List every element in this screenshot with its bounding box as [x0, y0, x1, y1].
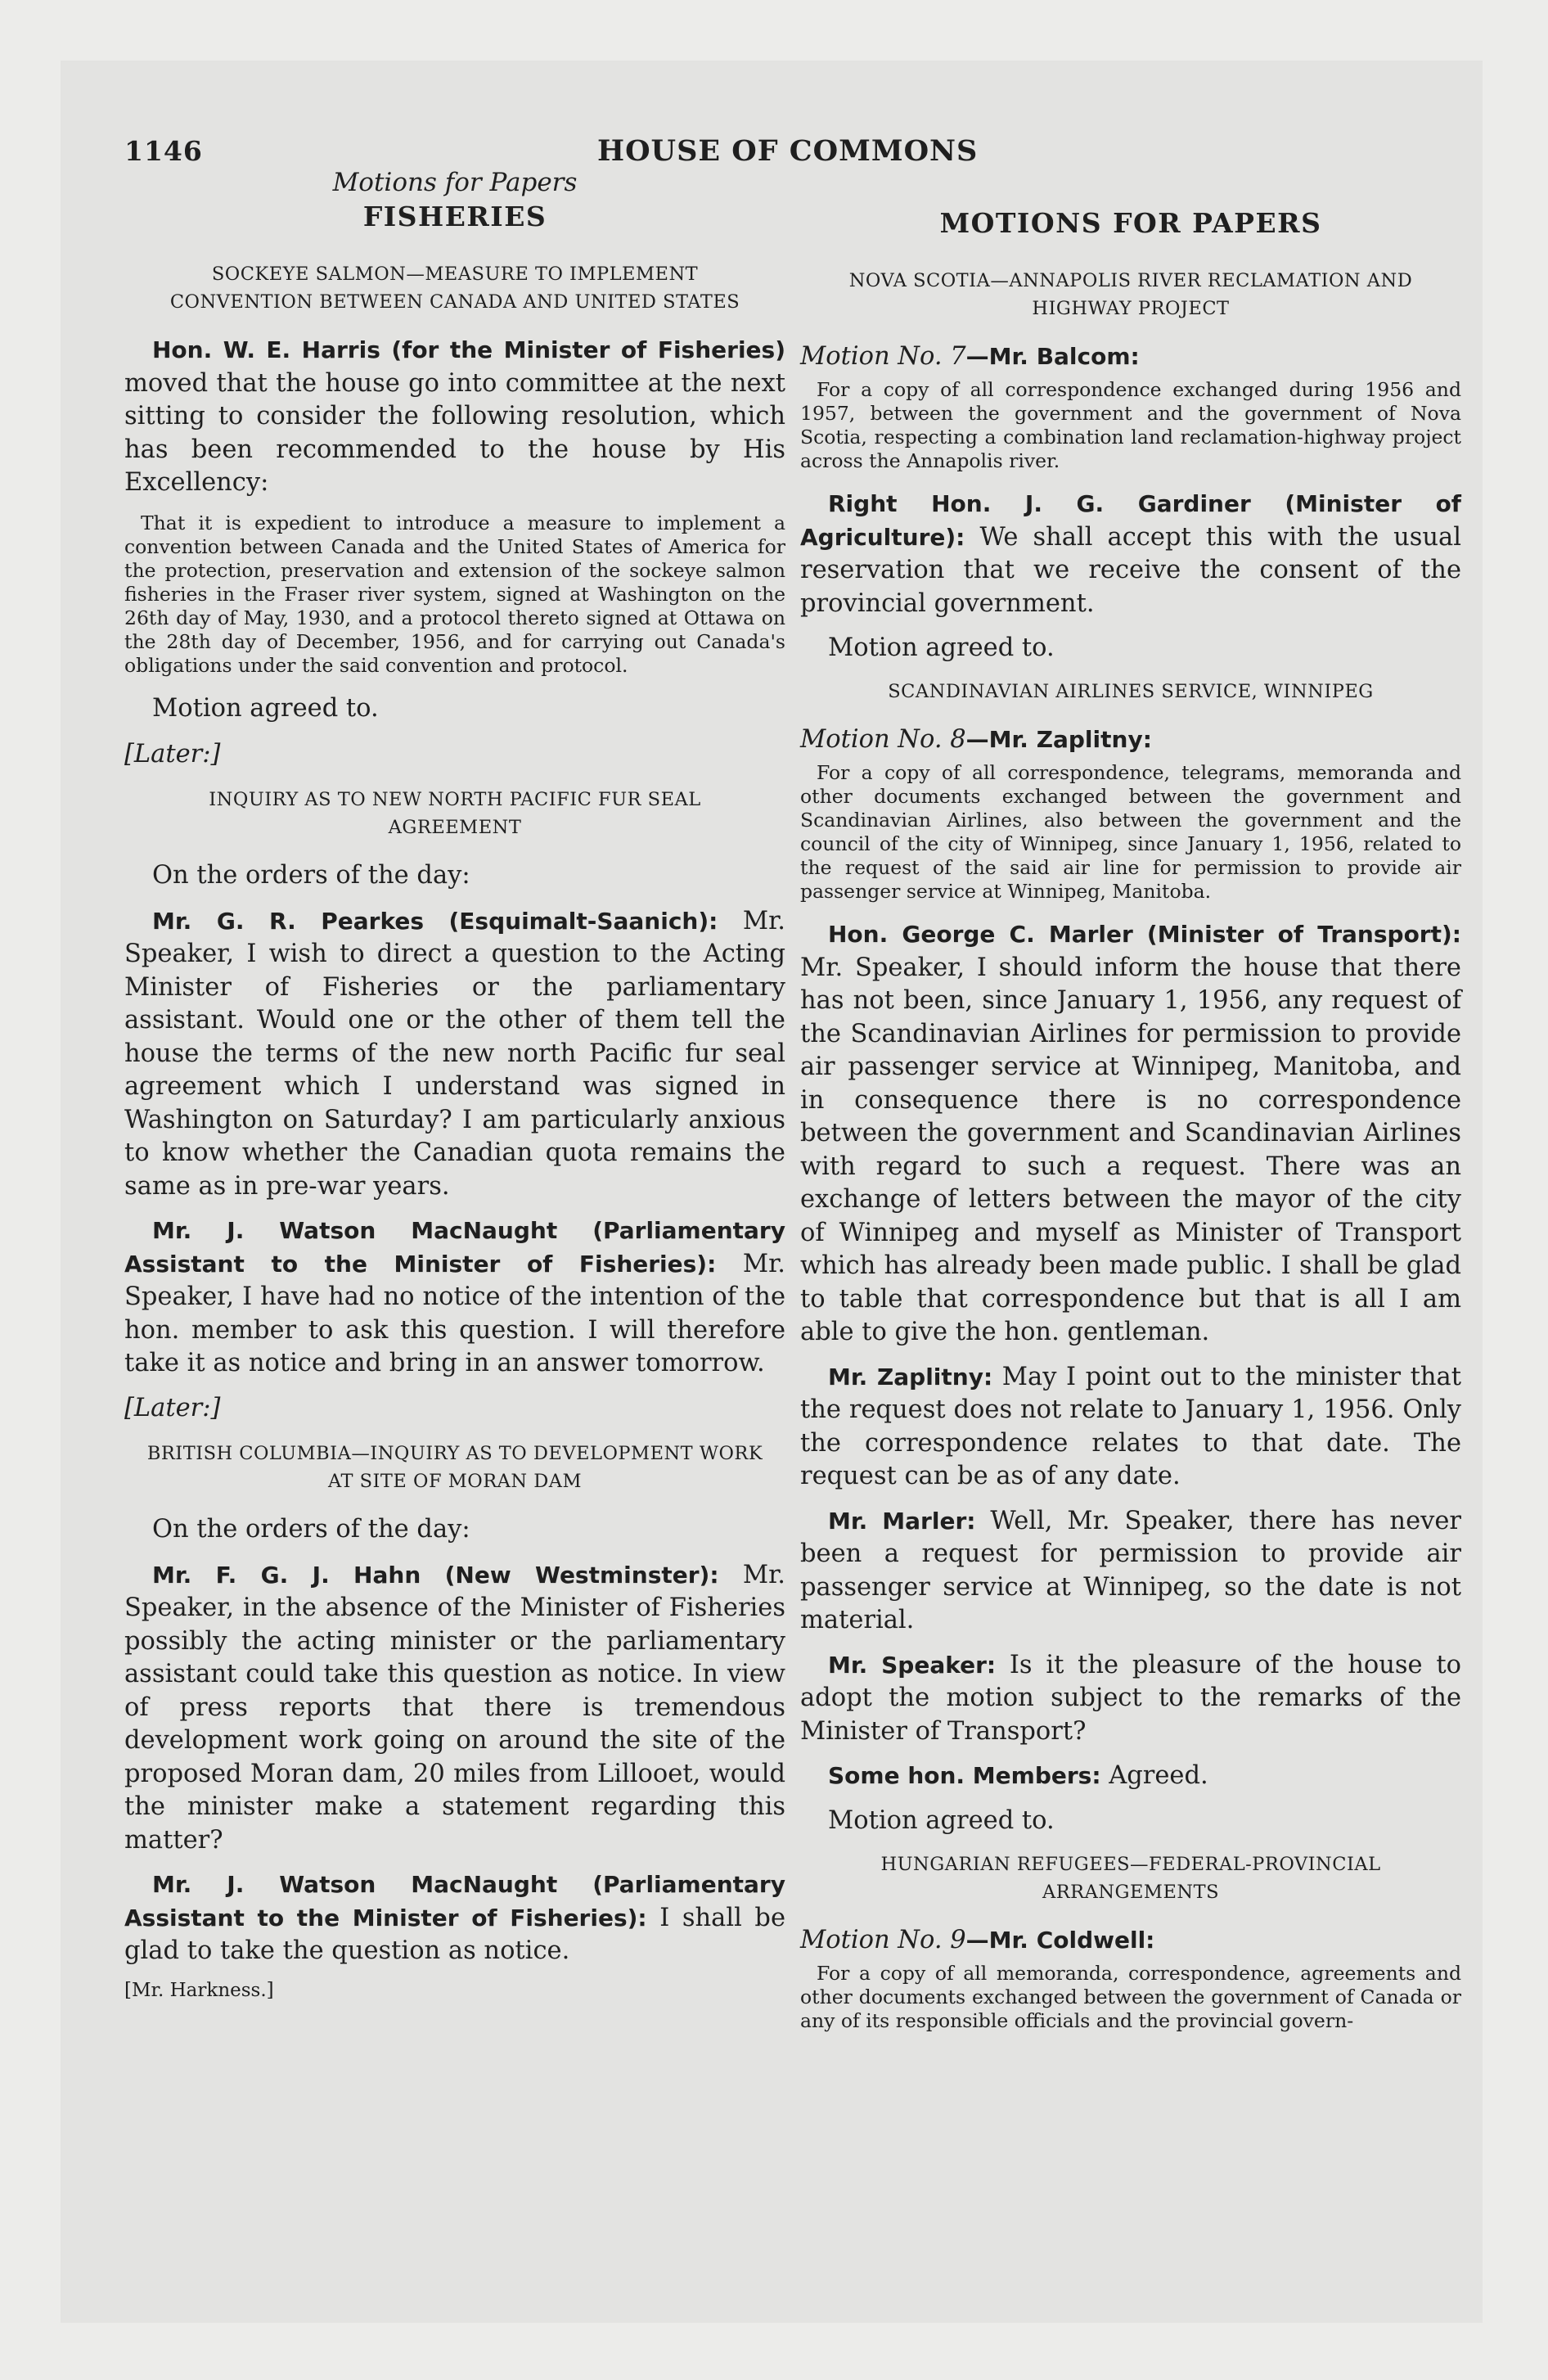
subheading-sockeye: SOCKEYE SALMON—MEASURE TO IMPLEMENT CONVENTION BETWEEN CANADA AND UNITED STATES [169, 264, 740, 313]
paragraph-gardiner [800, 488, 1461, 620]
speech-text: Mr. Speaker, I have had no notice of the intention of the hon. member to ask this question. I will therefore take it as notice and bring in an answer tomorrow. [124, 1249, 785, 1377]
section-title-motions: MOTIONS FOR PAPERS [939, 207, 1322, 239]
subheading-scandinavian: SCANDINAVIAN AIRLINES SERVICE, WINNIPEG [888, 681, 1374, 702]
running-head: HOUSE OF COMMONS [597, 134, 979, 168]
motion-7 [800, 340, 1461, 373]
subheading-moran-dam: BRITISH COLUMBIA—INQUIRY AS TO DEVELOPMENT WORK AT SITE OF MORAN DAM [146, 1442, 763, 1492]
speaker-name: Mr. J. Watson MacNaught (Parliamentary Assistant to the Minister of Fisheries): [124, 1217, 785, 1278]
later-marker: [Later:] [124, 1393, 221, 1422]
motion-9-text: For a copy of all memoranda, correspondence, agreements and other documents exchanged between the government of Canada or any of its responsible officials and the provincial govern- [800, 1961, 1461, 2032]
motion-8-text: For a copy of all correspondence, telegrams, memoranda and other documents exchanged between the government and Scandinavian Airlines, also between the government and the council of the city of Winnipeg, since January 1, 1956, related to the request of the said air line for permission to provide air passenger service at Winnipeg, Manitoba. [800, 761, 1461, 903]
motion-9 [800, 1924, 1461, 1957]
speaker-name: Mr. J. Watson MacNaught (Parliamentary Assistant to the Minister of Fisheries): [124, 1871, 785, 1931]
paragraph-macnaught-2 [124, 1868, 785, 1968]
motion-label: Motion No. 7 [800, 342, 966, 371]
speaker-name: Mr. G. R. Pearkes (Esquimalt-Saanich): [152, 907, 718, 935]
speech-text: moved that the house go into committee at the next sitting to consider the following resolution, which has been recommended to the house by His Excellency: [124, 368, 785, 497]
paragraph-hahn [124, 1559, 785, 1858]
paragraph-speaker [800, 1649, 1461, 1749]
speech-text: Mr. Speaker, I should inform the house that there has not been, since January 1, 1956, any request of the Scandinavian Airlines for permission to provide air passenger service at Winnipeg, Manitoba, and in consequence there is no correspondence between the government and Scandinavian Airlines with regard to such a request. There was an exchange of letters between the mayor of the city of Winnipeg and myself as Minister of Transport which has already been made public. I shall be glad to table that correspondence but that is all I am able to give the hon. gentleman. [800, 953, 1461, 1346]
paragraph-macnaught-1 [124, 1215, 785, 1381]
section-italic: Motions for Papers [332, 168, 578, 197]
motion-8 [800, 723, 1461, 756]
speaker-name: Mr. F. G. J. Hahn (New Westminster): [152, 1561, 719, 1589]
subheading-nova-scotia: NOVA SCOTIA—ANNAPOLIS RIVER RECLAMATION AND HIGHWAY PROJECT [848, 270, 1413, 319]
left-column [124, 168, 785, 2001]
paragraph-harris [124, 334, 785, 500]
speaker-name: Mr. Marler: [828, 1507, 976, 1535]
speaker-name: Right Hon. J. G. Gardiner (Minister of Agriculture): [800, 490, 1461, 551]
motion-agreed: Motion agreed to. [828, 1805, 1055, 1835]
motion-mover: —Mr. Zaplitny: [965, 726, 1152, 753]
motion-mover: —Mr. Coldwell: [965, 1926, 1155, 1954]
footer-reference: [Mr. Harkness.] [124, 1979, 274, 2001]
speech-text: Well, Mr. Speaker, there has never been a request for permission to provide air passenger service at Winnipeg, so the date is not material. [800, 1506, 1461, 1634]
speaker-name: Hon. W. E. Harris (for the Minister of Fisheries) [152, 336, 785, 363]
paragraph-zaplitny [800, 1361, 1461, 1494]
motion-mover: —Mr. Balcom: [965, 343, 1140, 370]
right-column [800, 207, 1461, 2048]
resolution-quote: That it is expedient to introduce a measure to implement a convention between Canada and the United States of America for the protection, preservation and extension of the sockeye salmon fisheries in the Fraser river system, signed at Washington on the 26th day of May, 1930, and a protocol thereto signed at Ottawa on the 28th day of December, 1956, and for carrying out Canada's obligations under the said convention and protocol. [124, 511, 785, 677]
section-title-fisheries: FISHERIES [362, 201, 547, 232]
motion-agreed: Motion agreed to. [152, 693, 379, 723]
speaker-name: Hon. George C. Marler (Minister of Transport): [828, 921, 1461, 948]
speech-text: Is it the pleasure of the house to adopt the motion subject to the remarks of the Minister of Transport? [800, 1650, 1461, 1746]
later-marker: [Later:] [124, 739, 221, 769]
speaker-name: Some hon. Members: [828, 1762, 1101, 1789]
speech-text: I shall be glad to take the question as notice. [124, 1903, 785, 1965]
paragraph-marler-1 [800, 918, 1461, 1350]
motion-label: Motion No. 8 [800, 725, 966, 754]
speaker-name: Mr. Zaplitny: [828, 1363, 993, 1391]
subheading-hungarian: HUNGARIAN REFUGEES—FEDERAL-PROVINCIAL ARRANGEMENTS [880, 1853, 1381, 1903]
motion-agreed: Motion agreed to. [828, 633, 1055, 662]
paragraph-pearkes [124, 905, 785, 1204]
speaker-name: Mr. Speaker: [828, 1651, 997, 1679]
speech-text: Mr. Speaker, I wish to direct a question to the Acting Minister of Fisheries or the parliamentary assistant. Would one or the other of them tell the house the terms of the new north Pacific fur seal agreement which I understand was signed in Washington on Saturday? I am particularly anxious to know whether the Canadian quota remains the same as in pre-war years. [124, 906, 785, 1201]
motion-7-text: For a copy of all correspondence exchanged during 1956 and 1957, between the government and the government of Nova Scotia, respecting a combination land reclamation-highway project across the Annapolis river. [800, 378, 1461, 472]
paragraph-marler-2 [800, 1505, 1461, 1638]
orders-of-day: On the orders of the day: [152, 860, 470, 890]
orders-of-day: On the orders of the day: [152, 1514, 470, 1544]
speech-text: We shall accept this with the usual reservation that we receive the consent of the provincial government. [800, 522, 1461, 618]
speech-text: Mr. Speaker, in the absence of the Minister of Fisheries possibly the acting minister or the parliamentary assistant could take this question as notice. In view of press reports that there is tremendous development work going on around the site of the proposed Moran dam, 20 miles from Lillooet, would the minister make a statement regarding this matter? [124, 1560, 786, 1855]
speech-text: Agreed. [1100, 1761, 1208, 1790]
speech-text: May I point out to the minister that the request does not relate to January 1, 1956. Only the correspondence relates to that date. The request can be as of any date. [800, 1362, 1462, 1490]
paragraph-members [800, 1760, 1461, 1793]
motion-label: Motion No. 9 [800, 1925, 966, 1954]
page-number: 1146 [124, 135, 203, 167]
subheading-fur-seal: INQUIRY AS TO NEW NORTH PACIFIC FUR SEAL AGREEMENT [209, 788, 701, 838]
